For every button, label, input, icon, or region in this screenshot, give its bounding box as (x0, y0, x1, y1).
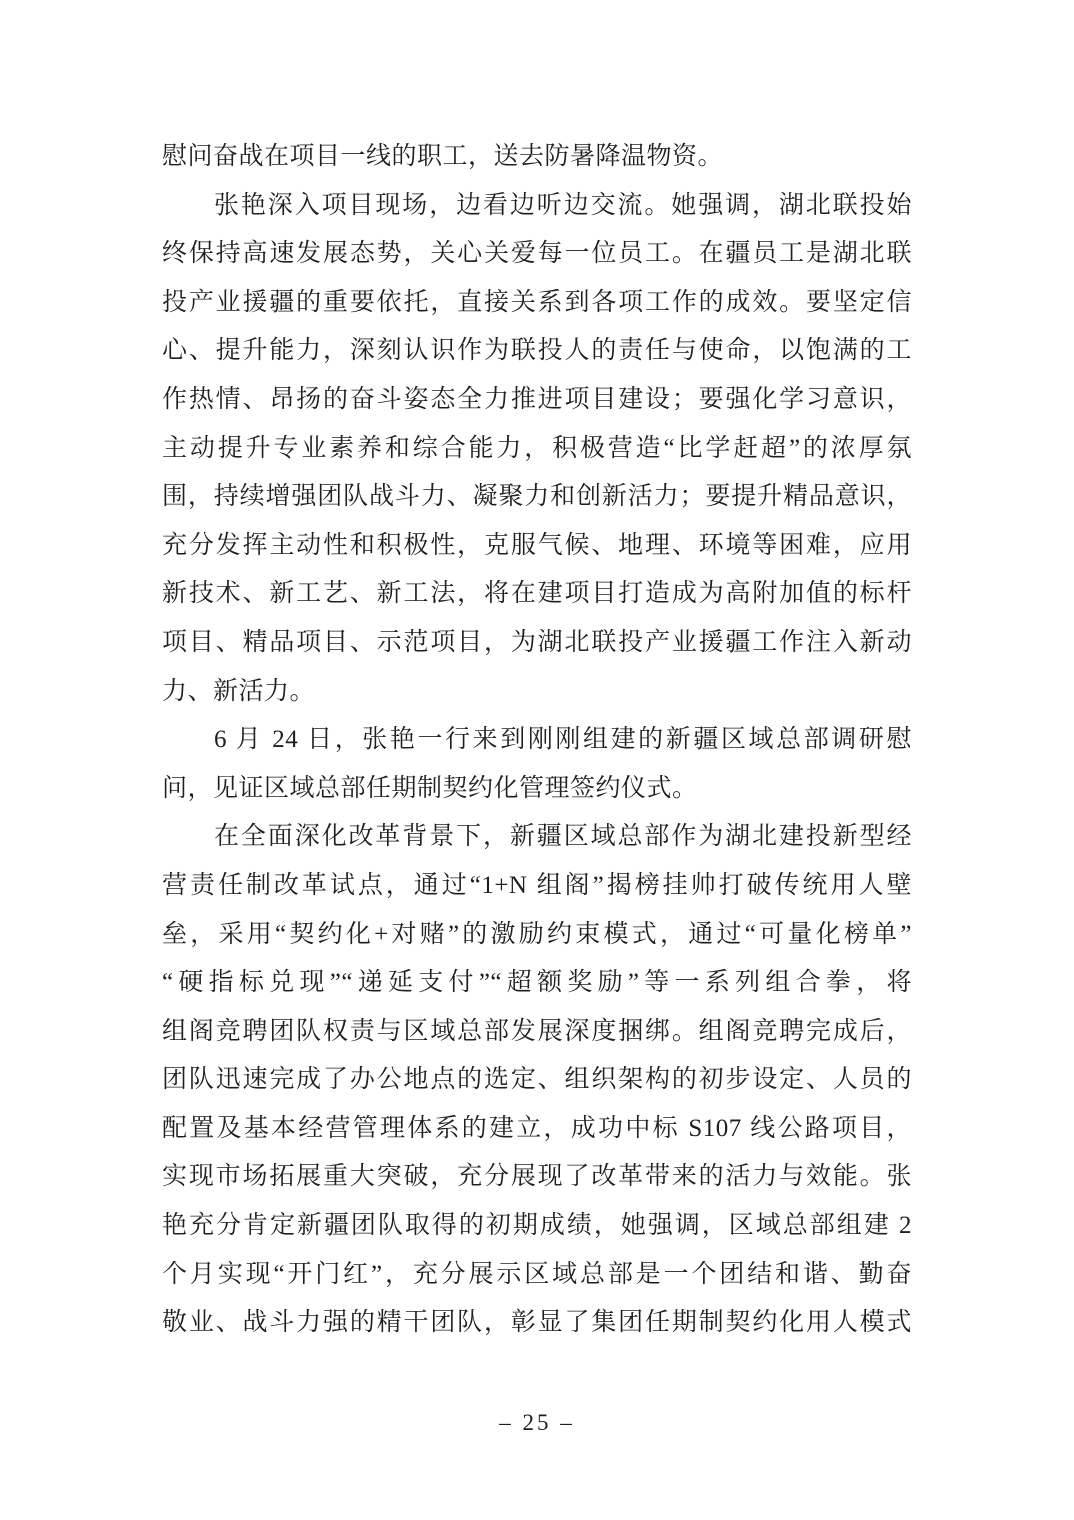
text-line: 心、提升能力，深刻认识作为联投人的责任与使命，以饱满的工 (162, 337, 912, 365)
text-line: 围，持续增强团队战斗力、凝聚力和创新活力；要提升精品意识， (162, 483, 912, 511)
text-line: 项目、精品项目、示范项目，为湖北联投产业援疆工作注入新动 (162, 628, 912, 656)
text-line: 投产业援疆的重要依托，直接关系到各项工作的成效。要坚定信 (162, 288, 912, 316)
text-line: 个月实现“开门红”，充分展示区域总部是一个团结和谐、勤奋 (162, 1260, 912, 1288)
text-line: 张艳深入项目现场，边看边听边交流。她强调，湖北联投始 (214, 191, 912, 219)
text-line: 新技术、新工艺、新工法，将在建项目打造成为高附加值的标杆 (162, 580, 912, 608)
text-line: 力、新活力。 (162, 677, 316, 705)
document-body (162, 133, 912, 1348)
text-line: 6 月 24 日，张艳一行来到刚刚组建的新疆区域总部调研慰 (214, 726, 912, 754)
page-number: – 25 – (499, 1410, 575, 1435)
text-line: 团队迅速完成了办公地点的选定、组织架构的初步设定、人员的 (162, 1066, 912, 1094)
text-line: 主动提升专业素养和综合能力，积极营造“比学赶超”的浓厚氛 (162, 434, 912, 462)
text-line: 慰问奋战在项目一线的职工，送去防暑降温物资。 (162, 143, 724, 170)
text-line: 充分发挥主动性和积极性，克服气候、地理、环境等困难，应用 (162, 531, 912, 559)
text-line: “硬指标兑现”“递延支付”“超额奖励”等一系列组合拳，将 (162, 969, 912, 997)
text-line: 作热情、昂扬的奋斗姿态全力推进项目建设；要强化学习意识， (162, 385, 912, 413)
text-line: 配置及基本经营管理体系的建立，成功中标 S107 线公路项目， (162, 1114, 912, 1142)
text-line: 营责任制改革试点，通过“1+N 组阁”揭榜挂帅打破传统用人壁 (162, 871, 912, 899)
text-line: 终保持高速发展态势，关心关爱每一位员工。在疆员工是湖北联 (162, 240, 912, 268)
text-line: 艳充分肯定新疆团队取得的初期成绩，她强调，区域总部组建 2 (162, 1212, 912, 1240)
text-line: 问，见证区域总部任期制契约化管理签约仪式。 (162, 774, 698, 802)
text-line: 组阁竞聘团队权责与区域总部发展深度捆绑。组阁竞聘完成后， (162, 1017, 912, 1045)
text-line: 实现市场拓展重大突破，充分展现了改革带来的活力与效能。张 (162, 1163, 912, 1191)
text-line: 垒，采用“契约化+对赌”的激励约束模式，通过“可量化榜单” (162, 920, 912, 948)
text-line: 在全面深化改革背景下，新疆区域总部作为湖北建投新型经 (214, 823, 912, 851)
text-line: 敬业、战斗力强的精干团队，彰显了集团任期制契约化用人模式 (162, 1309, 912, 1337)
